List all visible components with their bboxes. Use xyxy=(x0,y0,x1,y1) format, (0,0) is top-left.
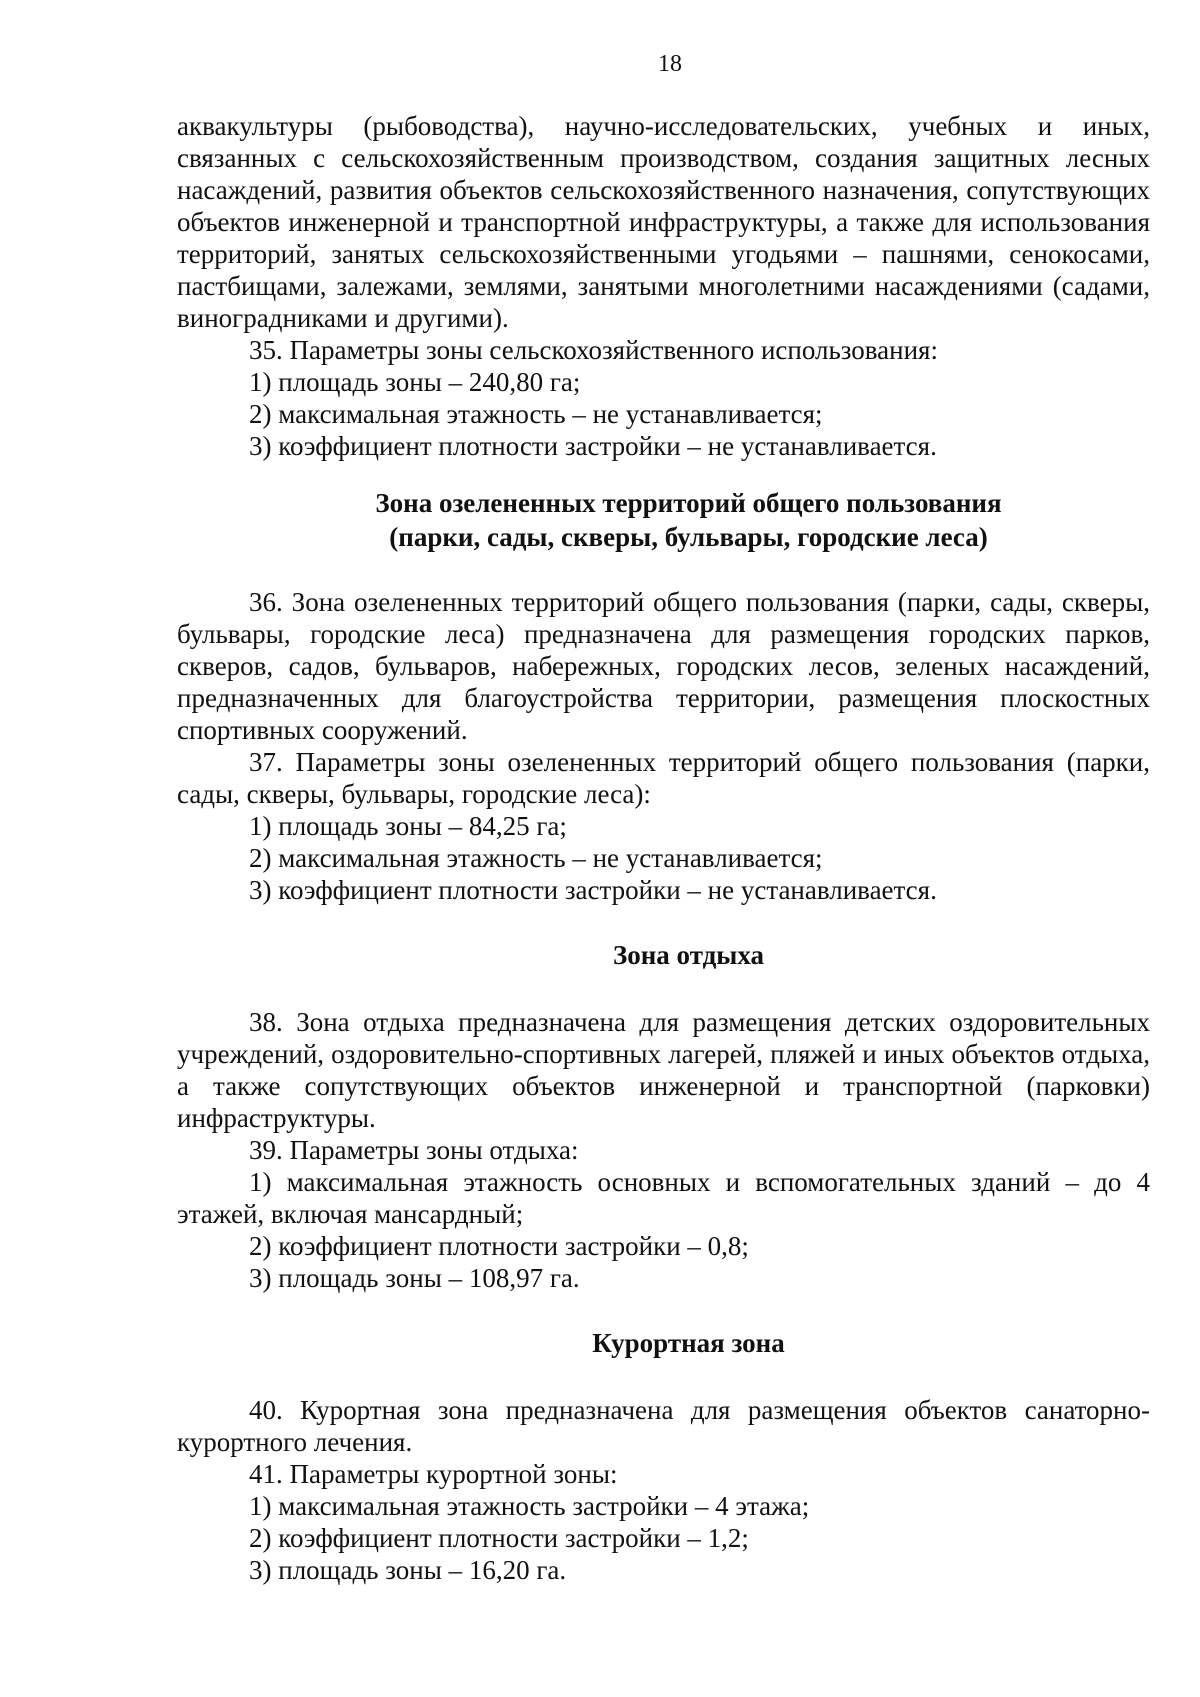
paragraph-37: 37. Параметры зоны озелененных территорий общего пользования (парки, сады, скверы, бульвары, городские леса): xyxy=(177,747,1150,809)
section-heading-green-zone xyxy=(177,486,1150,554)
heading-rest: Зона отдыха xyxy=(613,940,764,970)
heading-green-line-1: Зона озелененных территорий общего пользования xyxy=(375,488,1002,518)
section-heading-rest-zone xyxy=(177,938,1150,972)
paragraph-39: 39. Параметры зоны отдыха: xyxy=(249,1135,579,1165)
list-item-37-2: 2) максимальная этажность – не устанавливается; xyxy=(249,843,823,873)
paragraph-intro: аквакультуры (рыбоводства), научно-исследовательских, учебных и иных, связанных с сельскохозяйственным производством, создания защитных лесных насаждений, развития объектов сельскохозяйственного назначения, сопутствующих объектов инженерной и транспортной инфраструктуры, а также для использования территорий, занятых сельскохозяйственными угодьями – пашнями, сенокосами, пастбищами, залежами, землями, занятыми многолетними насаждениями (садами, виноградниками и другими). xyxy=(177,111,1150,333)
list-item-35-1: 1) площадь зоны – 240,80 га; xyxy=(249,367,581,397)
document-body xyxy=(177,110,1150,1586)
list-item-37-3: 3) коэффициент плотности застройки – не устанавливается. xyxy=(249,875,937,905)
paragraph-36: 36. Зона озелененных территорий общего пользования (парки, сады, скверы, бульвары, городские леса) предназначена для размещения городских парков, скверов, садов, бульваров, набережных, городских лесов, зеленых насаждений, предназначенных для благоустройства территории, размещения плоскостных спортивных сооружений. xyxy=(177,587,1150,745)
list-item-37-1: 1) площадь зоны – 84,25 га; xyxy=(249,811,567,841)
heading-resort: Курортная зона xyxy=(592,1328,785,1358)
paragraph-38: 38. Зона отдыха предназначена для размещения детских оздоровительных учреждений, оздоровительно-спортивных лагерей, пляжей и иных объектов отдыха, а также сопутствующих объектов инженерной и транспортной (парковки) инфраструктуры. xyxy=(177,1007,1150,1133)
paragraph-35: 35. Параметры зоны сельскохозяйственного использования: xyxy=(249,335,938,365)
list-item-35-2: 2) максимальная этажность – не устанавливается; xyxy=(249,399,823,429)
heading-green-line-2: (парки, сады, скверы, бульвары, городские леса) xyxy=(389,522,988,552)
paragraph-41: 41. Параметры курортной зоны: xyxy=(249,1459,618,1489)
section-heading-resort-zone xyxy=(177,1326,1150,1360)
paragraph-40: 40. Курортная зона предназначена для размещения объектов санаторно-курортного лечения. xyxy=(177,1395,1150,1457)
list-item-35-3: 3) коэффициент плотности застройки – не устанавливается. xyxy=(249,431,937,461)
page-number: 18 xyxy=(658,51,682,77)
list-item-41-3: 3) площадь зоны – 16,20 га. xyxy=(249,1555,567,1585)
list-item-39-2: 2) коэффициент плотности застройки – 0,8; xyxy=(249,1231,749,1261)
list-item-41-2: 2) коэффициент плотности застройки – 1,2; xyxy=(249,1523,749,1553)
list-item-41-1: 1) максимальная этажность застройки – 4 этажа; xyxy=(249,1491,810,1521)
list-item-39-1: 1) максимальная этажность основных и вспомогательных зданий – до 4 этажей, включая мансардный; xyxy=(177,1167,1150,1229)
list-item-39-3: 3) площадь зоны – 108,97 га. xyxy=(249,1263,580,1293)
